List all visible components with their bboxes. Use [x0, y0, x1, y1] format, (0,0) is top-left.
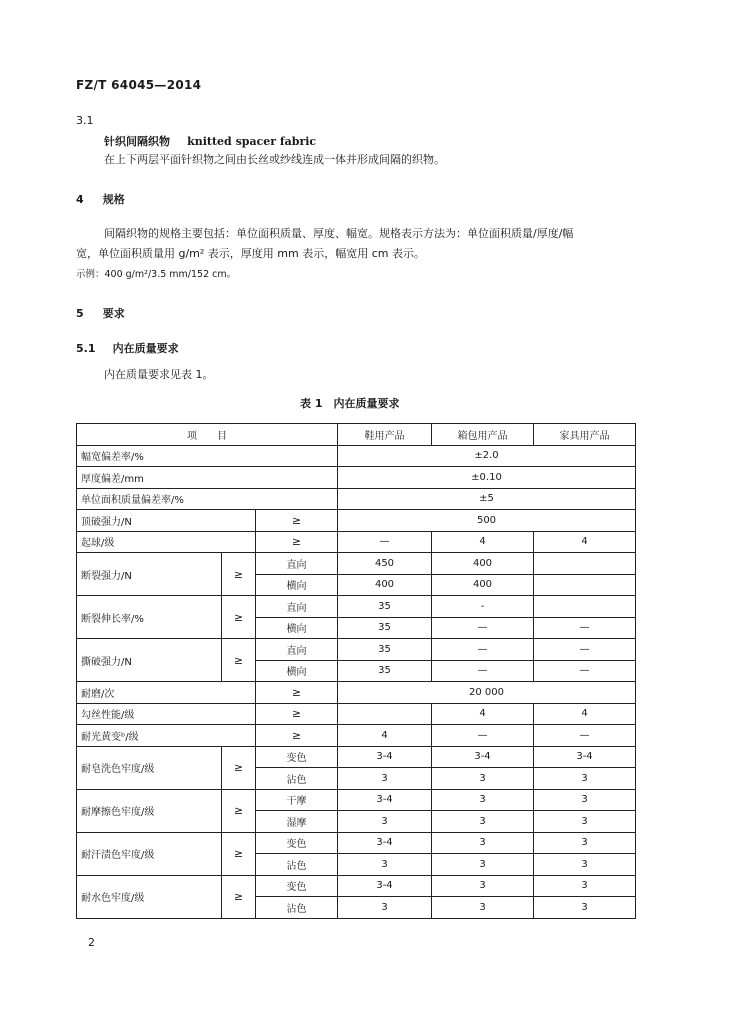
row-name-thickness-deviation: 厚度偏差/mm	[77, 467, 338, 489]
table-row	[77, 553, 636, 575]
table-row	[77, 596, 636, 618]
term-chinese: 针织间隔织物	[104, 135, 170, 148]
row-name-snagging: 勾丝性能/级	[77, 703, 256, 725]
value-bursting-strength: 500	[338, 510, 636, 532]
cell-value: 35	[338, 660, 432, 682]
table-row	[77, 725, 636, 747]
cell-value: 3	[534, 811, 636, 833]
sub-item: 直向	[256, 553, 338, 575]
cell-value: -	[432, 596, 534, 618]
cell-snagging-furniture: 4	[534, 703, 636, 725]
cell-value	[534, 574, 636, 596]
ge-symbol: ≥	[256, 531, 338, 553]
term-entry	[104, 130, 316, 149]
table-caption: 表 1 内在质量要求	[300, 397, 400, 410]
ge-symbol: ≥	[222, 746, 256, 789]
term-english: knitted spacer fabric	[187, 135, 317, 148]
cell-value: 3	[432, 875, 534, 897]
clause-3-1-number: 3.1	[76, 114, 94, 127]
cell-pilling-shoe: —	[338, 531, 432, 553]
ge-symbol: ≥	[256, 510, 338, 532]
value-thickness-deviation: ±0.10	[338, 467, 636, 489]
table-row	[77, 445, 636, 467]
cell-value: 3-4	[534, 746, 636, 768]
cell-value: 3	[338, 811, 432, 833]
clause-4-heading	[76, 188, 125, 207]
clause-4-title: 规格	[102, 193, 125, 206]
value-width-deviation: ±2.0	[338, 445, 636, 467]
cell-light-yellowing-shoe: 4	[338, 725, 432, 747]
header-shoe: 鞋用产品	[338, 424, 432, 446]
cell-value: 3-4	[338, 875, 432, 897]
cell-value: —	[534, 660, 636, 682]
cell-value: —	[432, 660, 534, 682]
cell-value: 400	[338, 574, 432, 596]
table-row	[77, 789, 636, 811]
ge-symbol: ≥	[222, 596, 256, 639]
header-furniture: 家具用产品	[534, 424, 636, 446]
table-row	[77, 832, 636, 854]
cell-value: 400	[432, 574, 534, 596]
table-row	[77, 682, 636, 704]
ge-symbol: ≥	[222, 553, 256, 596]
clause-4-para-line1: 间隔织物的规格主要包括：单位面积质量、厚度、幅宽。规格表示方法为：单位面积质量/厚度/幅	[104, 227, 574, 240]
row-name-abrasion: 耐磨/次	[77, 682, 256, 704]
clause-5-heading	[76, 302, 125, 321]
cell-pilling-bag: 4	[432, 531, 534, 553]
clause-4-example: 示例：400 g/m²/3.5 mm/152 cm。	[76, 269, 237, 280]
cell-value	[534, 553, 636, 575]
value-mass-deviation: ±5	[338, 488, 636, 510]
cell-value: 3	[432, 789, 534, 811]
row-name-tearing-strength: 撕破强力/N	[77, 639, 222, 682]
sub-item: 沾色	[256, 897, 338, 919]
cell-value: 3	[432, 897, 534, 919]
cell-value: 3	[338, 768, 432, 790]
table-row	[77, 510, 636, 532]
sub-item: 横向	[256, 574, 338, 596]
clause-5-1-text: 内在质量要求见表 1。	[104, 368, 214, 381]
sub-item: 直向	[256, 639, 338, 661]
header-bag: 箱包用产品	[432, 424, 534, 446]
clause-4-number: 4	[76, 193, 84, 206]
clause-5-1-heading	[76, 337, 179, 356]
cell-value: —	[432, 639, 534, 661]
sub-item: 沾色	[256, 768, 338, 790]
ge-symbol: ≥	[256, 725, 338, 747]
sub-item: 直向	[256, 596, 338, 618]
sub-item: 变色	[256, 875, 338, 897]
row-name-perspiration-fastness: 耐汗渍色牢度/级	[77, 832, 222, 875]
cell-value: 3	[338, 897, 432, 919]
row-name-breaking-strength: 断裂强力/N	[77, 553, 222, 596]
cell-light-yellowing-furniture: —	[534, 725, 636, 747]
ge-symbol: ≥	[222, 789, 256, 832]
value-abrasion: 20 000	[338, 682, 636, 704]
quality-requirements-table	[76, 423, 636, 919]
row-name-bursting-strength: 顶破强力/N	[77, 510, 256, 532]
clause-4-para-line2: 宽，单位面积质量用 g/m² 表示，厚度用 mm 表示，幅宽用 cm 表示。	[76, 247, 425, 260]
row-name-elongation: 断裂伸长率/%	[77, 596, 222, 639]
row-name-soap-wash-fastness: 耐皂洗色牢度/级	[77, 746, 222, 789]
table-row	[77, 488, 636, 510]
cell-value: 450	[338, 553, 432, 575]
cell-value: 35	[338, 617, 432, 639]
ge-symbol: ≥	[256, 703, 338, 725]
sub-item: 变色	[256, 746, 338, 768]
cell-value: 3	[534, 854, 636, 876]
table-row	[77, 467, 636, 489]
clause-5-title: 要求	[102, 307, 125, 320]
clause-5-1-number: 5.1	[76, 342, 96, 355]
cell-value	[534, 596, 636, 618]
cell-value: 3	[534, 789, 636, 811]
term-definition: 在上下两层平面针织物之间由长丝或纱线连成一体并形成间隔的织物。	[104, 153, 445, 166]
cell-light-yellowing-bag: —	[432, 725, 534, 747]
cell-value: 3-4	[338, 746, 432, 768]
clause-5-number: 5	[76, 307, 84, 320]
cell-value: 35	[338, 639, 432, 661]
sub-item: 变色	[256, 832, 338, 854]
cell-value: —	[432, 617, 534, 639]
table-row	[77, 746, 636, 768]
cell-value: 3-4	[338, 832, 432, 854]
cell-value: 3-4	[432, 746, 534, 768]
cell-value: —	[534, 639, 636, 661]
ge-symbol: ≥	[222, 639, 256, 682]
standard-code-header: FZ/T 64045—2014	[76, 78, 202, 92]
row-name-pilling: 起球/级	[77, 531, 256, 553]
cell-value: 3	[534, 897, 636, 919]
table-row	[77, 703, 636, 725]
cell-value: 3	[432, 832, 534, 854]
cell-snagging-bag: 4	[432, 703, 534, 725]
cell-value: 3	[534, 875, 636, 897]
row-name-mass-deviation: 单位面积质量偏差率/%	[77, 488, 338, 510]
cell-value: 3	[338, 854, 432, 876]
page-number: 2	[88, 936, 95, 949]
row-name-light-yellowing: 耐光黄变ᵇ/级	[77, 725, 256, 747]
ge-symbol: ≥	[222, 875, 256, 918]
table-row	[77, 875, 636, 897]
table-header-row	[77, 424, 636, 446]
cell-value: 35	[338, 596, 432, 618]
table-row	[77, 531, 636, 553]
sub-item: 湿摩	[256, 811, 338, 833]
cell-value: 3	[432, 854, 534, 876]
header-item: 项 目	[77, 424, 338, 446]
sub-item: 横向	[256, 617, 338, 639]
clause-5-1-title: 内在质量要求	[112, 342, 179, 355]
cell-value: 3	[432, 768, 534, 790]
cell-value: 3	[534, 832, 636, 854]
cell-pilling-furniture: 4	[534, 531, 636, 553]
cell-value: 3	[534, 768, 636, 790]
sub-item: 沾色	[256, 854, 338, 876]
cell-value: 400	[432, 553, 534, 575]
sub-item: 干摩	[256, 789, 338, 811]
ge-symbol: ≥	[256, 682, 338, 704]
table-row	[77, 639, 636, 661]
row-name-water-fastness: 耐水色牢度/级	[77, 875, 222, 918]
cell-value: 3	[432, 811, 534, 833]
row-name-rubbing-fastness: 耐摩擦色牢度/级	[77, 789, 222, 832]
cell-value: —	[534, 617, 636, 639]
cell-value: 3-4	[338, 789, 432, 811]
ge-symbol: ≥	[222, 832, 256, 875]
sub-item: 横向	[256, 660, 338, 682]
row-name-width-deviation: 幅宽偏差率/%	[77, 445, 338, 467]
cell-snagging-shoe	[338, 703, 432, 725]
